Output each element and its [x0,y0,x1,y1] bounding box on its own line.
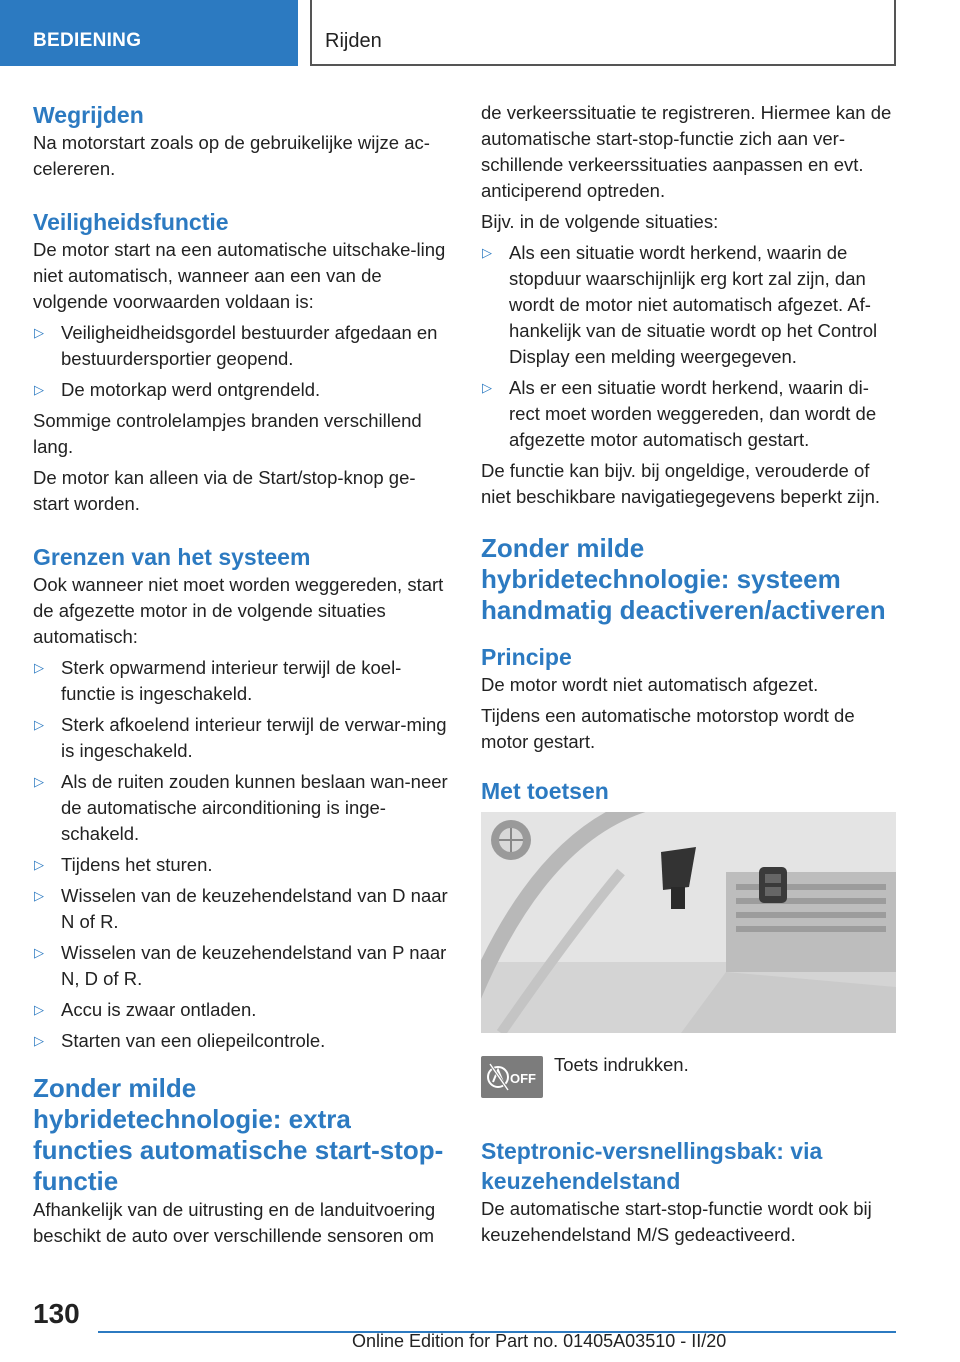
heading-grenzen: Grenzen van het systeem [33,544,311,570]
left-column [33,100,448,1254]
heading-handmatig: Zonder milde hybridetechnologie: systeem handmatig deactiveren/activeren [481,533,886,625]
paragraph-grenzen: Ook wanneer niet moet worden weggereden, start de afgezette motor in de volgende situaties automatisch: [33,574,444,647]
page-number: 130 [33,1298,80,1329]
triangle-bullet-icon: ▷ [482,245,492,260]
list-situaties [481,240,896,453]
paragraph-start-stop-knop: De motor kan alleen via de Start/stop-knop ge-start worden. [33,467,416,514]
off-icon-label: OFF [510,1071,536,1086]
triangle-bullet-icon: ▷ [34,945,44,960]
section-title: BEDIENING [33,30,142,51]
paragraph-toets-indrukken: Toets indrukken. [554,1054,689,1075]
heading-steptronic: Steptronic-versnellingsbak: via keuzehendelstand [481,1138,823,1194]
triangle-bullet-icon: ▷ [482,380,492,395]
triangle-bullet-icon: ▷ [34,382,44,397]
section-tab [0,0,298,66]
triangle-bullet-icon: ▷ [34,1002,44,1017]
triangle-bullet-icon: ▷ [34,857,44,872]
triangle-bullet-icon: ▷ [34,660,44,675]
paragraph-controlelampjes: Sommige controlelampjes branden verschillend lang. [33,410,422,457]
paragraph-veiligheid: De motor start na een automatische uitschake-ling niet automatisch, wanneer aan een van de volgende voorwaarden voldaan is: [33,239,446,312]
heading-wegrijden: Wegrijden [33,102,144,128]
list-veiligheid [33,320,448,403]
triangle-bullet-icon: ▷ [34,717,44,732]
list-item: ▷ Sterk afkoelend interieur terwijl de verwar-ming is ingeschakeld. [34,714,447,761]
list-item: ▷ Als de ruiten zouden kunnen beslaan wan-neer de automatische airconditioning is inge-schakeld. [34,771,448,844]
paragraph-situaties-intro: Bijv. in de volgende situaties: [481,211,719,232]
list-item: ▷ Als er een situatie wordt herkend, waarin di-rect moet worden weggereden, dan wordt de afgezette motor automatisch gestart. [482,377,877,450]
right-column [481,100,896,1253]
list-item: ▷ Sterk opwarmend interieur terwijl de koel-functie is ingeschakeld. [34,657,402,704]
list-grenzen [33,655,448,1054]
triangle-bullet-icon: ▷ [34,774,44,789]
triangle-bullet-icon: ▷ [34,325,44,340]
paragraph-principe-1: De motor wordt niet automatisch afgezet. [481,674,819,695]
chapter-title: Rijden [325,30,382,52]
list-item: ▷ Tijdens het sturen. [33,852,448,878]
off-button-row [481,1056,896,1118]
paragraph-steptronic: De automatische start-stop-functie wordt ook bij keuzehendelstand M/S gedeactiveerd. [481,1198,872,1245]
auto-start-stop-off-icon [481,1056,543,1098]
triangle-bullet-icon: ▷ [34,888,44,903]
chapter-tab [310,0,896,66]
list-item: ▷ Starten van een oliepeilcontrole. [33,1028,448,1054]
auto-start-stop-off-button [481,1056,543,1098]
paragraph-navigatie: De functie kan bijv. bij ongeldige, verouderde of niet beschikbare navigatiegegevens beperkt zijn. [481,460,881,507]
heading-met-toetsen: Met toetsen [481,778,609,804]
heading-veiligheidsfunctie: Veiligheidsfunctie [33,209,229,235]
list-item: ▷ Accu is zwaar ontladen. [33,997,448,1023]
paragraph-principe-2: Tijdens een automatische motorstop wordt de motor gestart. [481,705,855,752]
heading-extra-functies: Zonder milde hybridetechnologie: extra functies automatische start-stop-functie [33,1073,444,1196]
triangle-bullet-icon: ▷ [34,1033,44,1048]
paragraph-verkeerssituatie: de verkeerssituatie te registreren. Hiermee kan de automatische start-stop-functie zich aan ver-schillende verkeerssituaties aanpassen en evt. anticiperend optreden. [481,102,892,201]
list-item: ▷ Veiligheidheidsgordel bestuurder afgedaan en bestuurdersportier geopend. [34,322,438,369]
list-item: ▷ Wisselen van de keuzehendelstand van D naar N of R. [34,885,448,932]
list-item: ▷ Wisselen van de keuzehendelstand van P naar N, D of R. [34,942,447,989]
paragraph-wegrijden: Na motorstart zoals op de gebruikelijke wijze ac-celereren. [33,132,430,179]
footer-edition: Online Edition for Part no. 01405A03510 - II/20 [352,1331,727,1351]
paragraph-extra-functies: Afhankelijk van de uitrusting en de landuitvoering beschikt de auto over verschillende sensoren om [33,1199,436,1246]
dashboard-photo [481,812,896,1033]
list-item: ▷ Als een situatie wordt herkend, waarin de stopduur waarschijnlijk erg kort zal zijn, dan wordt de motor niet automatisch afgezet. Af-hankelijk van de situatie wordt op het Control Display een melding weergegeven. [482,242,878,367]
list-item: ▷ De motorkap werd ontgrendeld. [33,377,448,403]
heading-principe: Principe [481,644,572,670]
